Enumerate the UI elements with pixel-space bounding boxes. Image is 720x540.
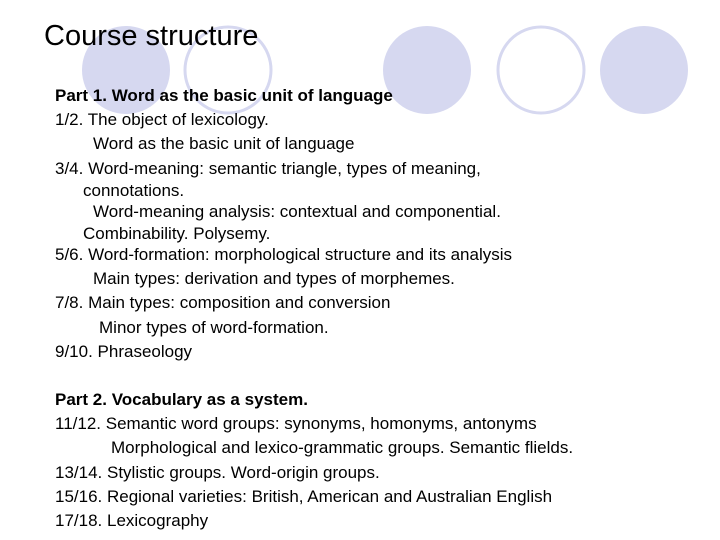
outline-line: Word as the basic unit of language bbox=[93, 134, 355, 154]
course-outline bbox=[55, 84, 695, 533]
outline-line: Morphological and lexico-grammatic groups. Semantic flields. bbox=[111, 438, 574, 458]
part1-heading: Part 1. Word as the basic unit of language bbox=[55, 86, 393, 105]
outline-line: 7/8. Main types: composition and conversion bbox=[55, 293, 391, 313]
outline-line: 1/2. The object of lexicology. bbox=[55, 110, 269, 130]
part2-heading: Part 2. Vocabulary as a system. bbox=[55, 390, 308, 410]
outline-line: 3/4. Word-meaning: semantic triangle, types of meaning, bbox=[55, 158, 481, 178]
outline-line: 11/12. Semantic word groups: synonyms, homonyms, antonyms bbox=[55, 414, 537, 434]
outline-line: Combinability. Polysemy. bbox=[83, 223, 271, 243]
outline-line: 9/10. Phraseology bbox=[55, 341, 193, 361]
outline-line: 15/16. Regional varieties: British, American and Australian English bbox=[55, 486, 553, 506]
outline-line: Main types: derivation and types of morphemes. bbox=[93, 269, 455, 289]
outline-line: 13/14. Stylistic groups. Word-origin groups. bbox=[55, 462, 380, 482]
outline-line: 5/6. Word-formation: morphological structure and its analysis bbox=[55, 244, 512, 264]
outline-line: connotations. bbox=[83, 180, 185, 200]
slide-title: Course structure bbox=[44, 20, 259, 52]
outline-line: 17/18. Lexicography bbox=[55, 511, 209, 530]
outline-line: Word-meaning analysis: contextual and componential. bbox=[93, 201, 501, 221]
outline-line: Minor types of word-formation. bbox=[99, 317, 329, 337]
section-spacer bbox=[55, 364, 695, 388]
